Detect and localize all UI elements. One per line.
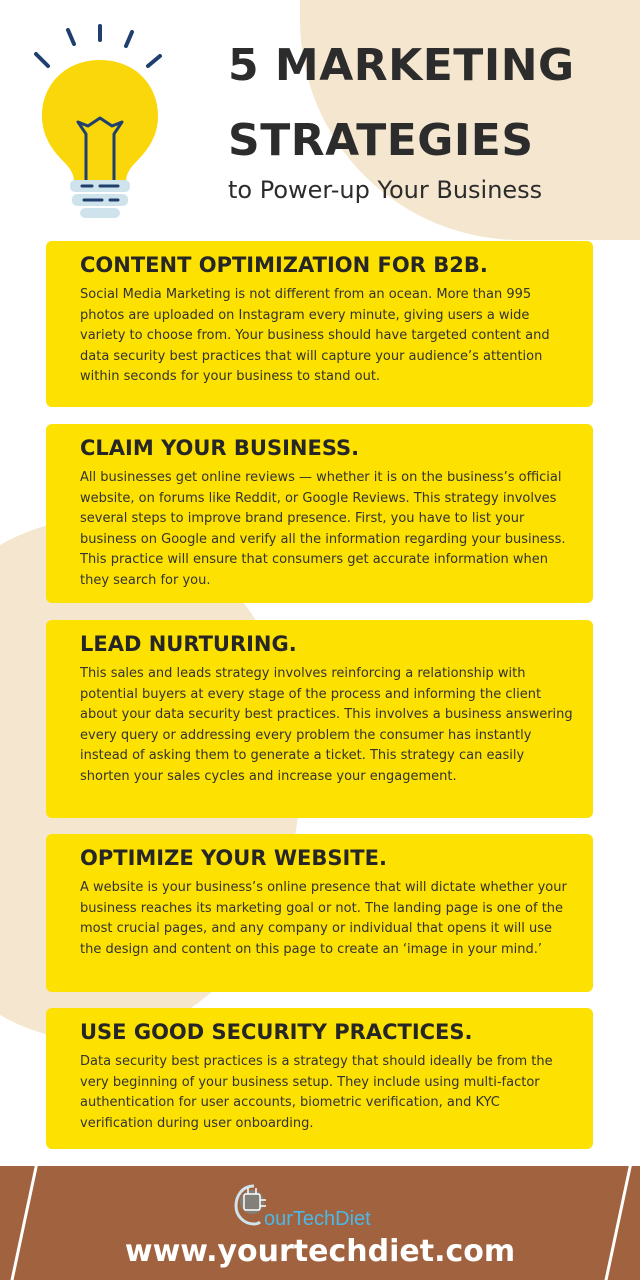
strategy-card-optimize-website	[46, 834, 593, 992]
strategy-title: CLAIM YOUR BUSINESS.	[80, 436, 360, 460]
strategy-title: LEAD NURTURING.	[80, 632, 297, 656]
strategy-title: CONTENT OPTIMIZATION FOR B2B.	[80, 253, 488, 277]
page-title-line2: STRATEGIES	[228, 115, 534, 166]
page-title-line1: 5 MARKETING	[228, 40, 575, 91]
strategy-card-content-optimization	[46, 241, 593, 407]
strategy-body: Social Media Marketing is not different from an ocean. More than 995 photos are uploaded on Instagram every minute, giving users a wide variety to choose from. Your business should have targeted content and data security best practices that will capture your audience’s attention within seconds for your business to stand out.	[80, 287, 550, 384]
footer	[0, 1166, 640, 1280]
strategy-card-lead-nurturing	[46, 620, 593, 818]
strategy-body: A website is your business’s online presence that will dictate whether your business reaches its marketing goal or not. The landing page is one of the most crucial pages, and any company or individual that opens it will use the design and content on this page to create an ‘image in your mind.’	[80, 880, 567, 957]
strategy-body: All businesses get online reviews — whether it is on the business’s official website, on forums like Reddit, or Google Reviews. This strategy involves several steps to improve brand presence. First, you have to list your business on Google and verify all the information regarding your business. This practice will ensure that consumers get accurate information when they search for you.	[80, 470, 566, 588]
strategy-body: Data security best practices is a strategy that should ideally be from the very beginning of your business setup. They include using multi-factor authentication for user accounts, biometric verification, and KYC verification during user onboarding.	[80, 1054, 553, 1131]
page-subtitle: to Power-up Your Business	[228, 176, 543, 204]
website-url[interactable]: www.yourtechdiet.com	[124, 1234, 516, 1269]
strategy-title: OPTIMIZE YOUR WEBSITE.	[80, 846, 387, 870]
logo-text: ourTechDiet	[264, 1208, 371, 1230]
lightbulb-icon	[30, 22, 170, 222]
strategy-body: This sales and leads strategy involves reinforcing a relationship with potential buyers at every stage of the process and informing the client about your data security best practices. This involves a business answering every query or addressing every problem the consumer has instantly instead of asking them to generate a ticket. This strategy can easily shorten your sales cycles and increase your engagement.	[80, 666, 573, 784]
strategy-card-claim-business	[46, 424, 593, 603]
strategy-title: USE GOOD SECURITY PRACTICES.	[80, 1020, 473, 1044]
strategy-card-security-practices	[46, 1008, 593, 1149]
